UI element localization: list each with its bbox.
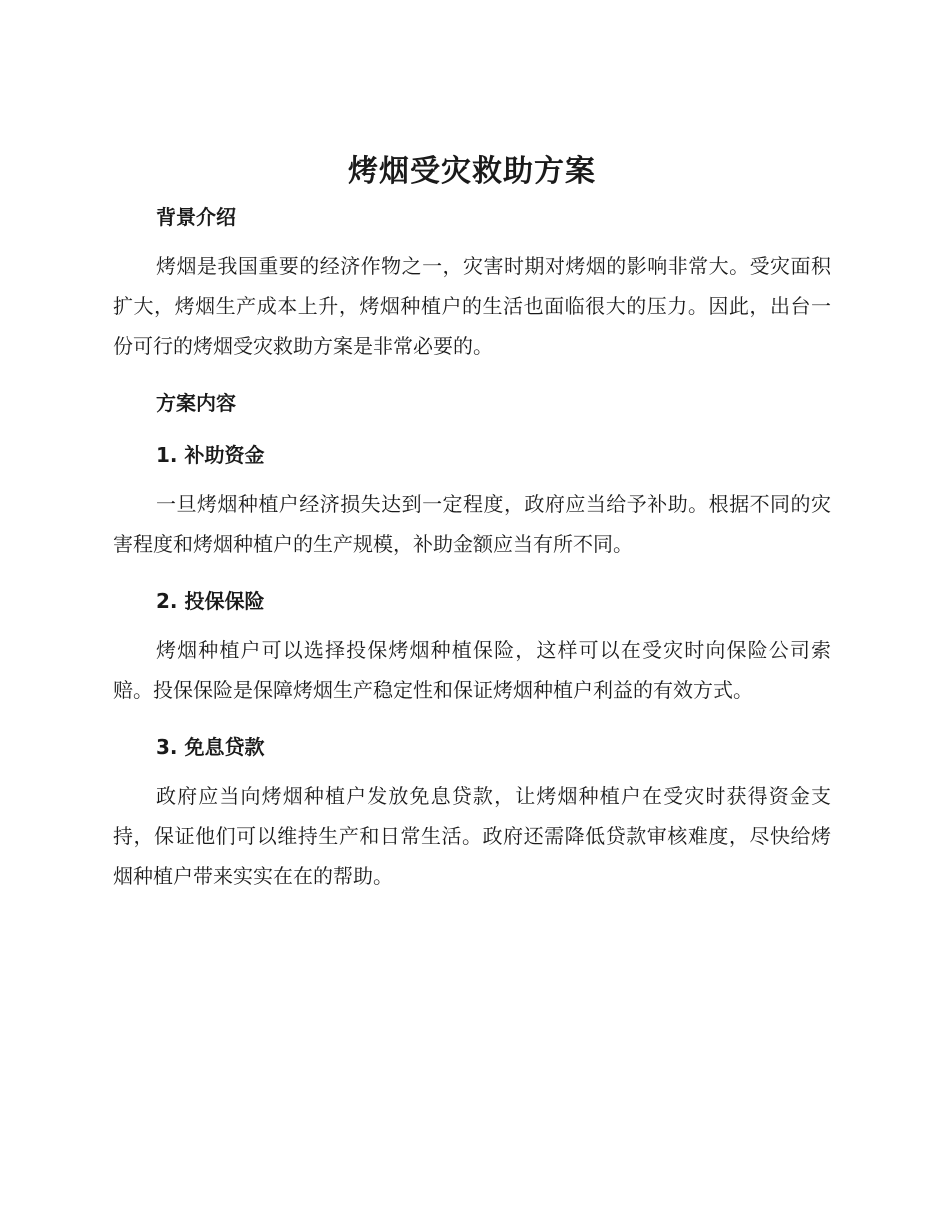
document-title: 烤烟受灾救助方案 xyxy=(348,154,596,189)
section-heading-insurance: 2. 投保保险 xyxy=(156,589,265,613)
section-heading-plan: 方案内容 xyxy=(156,391,236,415)
document-content xyxy=(113,150,831,896)
section-heading-subsidy: 1. 补助资金 xyxy=(156,443,265,467)
paragraph-loans: 政府应当向烤烟种植户发放免息贷款，让烤烟种植户在受灾时获得资金支持，保证他们可以维持生产和日常生活。政府还需降低贷款审核难度，尽快给烤烟种植户带来实实在在的帮助。 xyxy=(113,784,831,888)
section-heading-background: 背景介绍 xyxy=(156,205,236,229)
section-heading-loans: 3. 免息贷款 xyxy=(156,735,265,759)
paragraph-background: 烤烟是我国重要的经济作物之一，灾害时期对烤烟的影响非常大。受灾面积扩大，烤烟生产成本上升，烤烟种植户的生活也面临很大的压力。因此，出台一份可行的烤烟受灾救助方案是非常必要的。 xyxy=(113,254,831,358)
paragraph-subsidy: 一旦烤烟种植户经济损失达到一定程度，政府应当给予补助。根据不同的灾害程度和烤烟种植户的生产规模，补助金额应当有所不同。 xyxy=(113,492,831,556)
paragraph-insurance: 烤烟种植户可以选择投保烤烟种植保险，这样可以在受灾时向保险公司索赔。投保保险是保障烤烟生产稳定性和保证烤烟种植户利益的有效方式。 xyxy=(113,638,831,702)
